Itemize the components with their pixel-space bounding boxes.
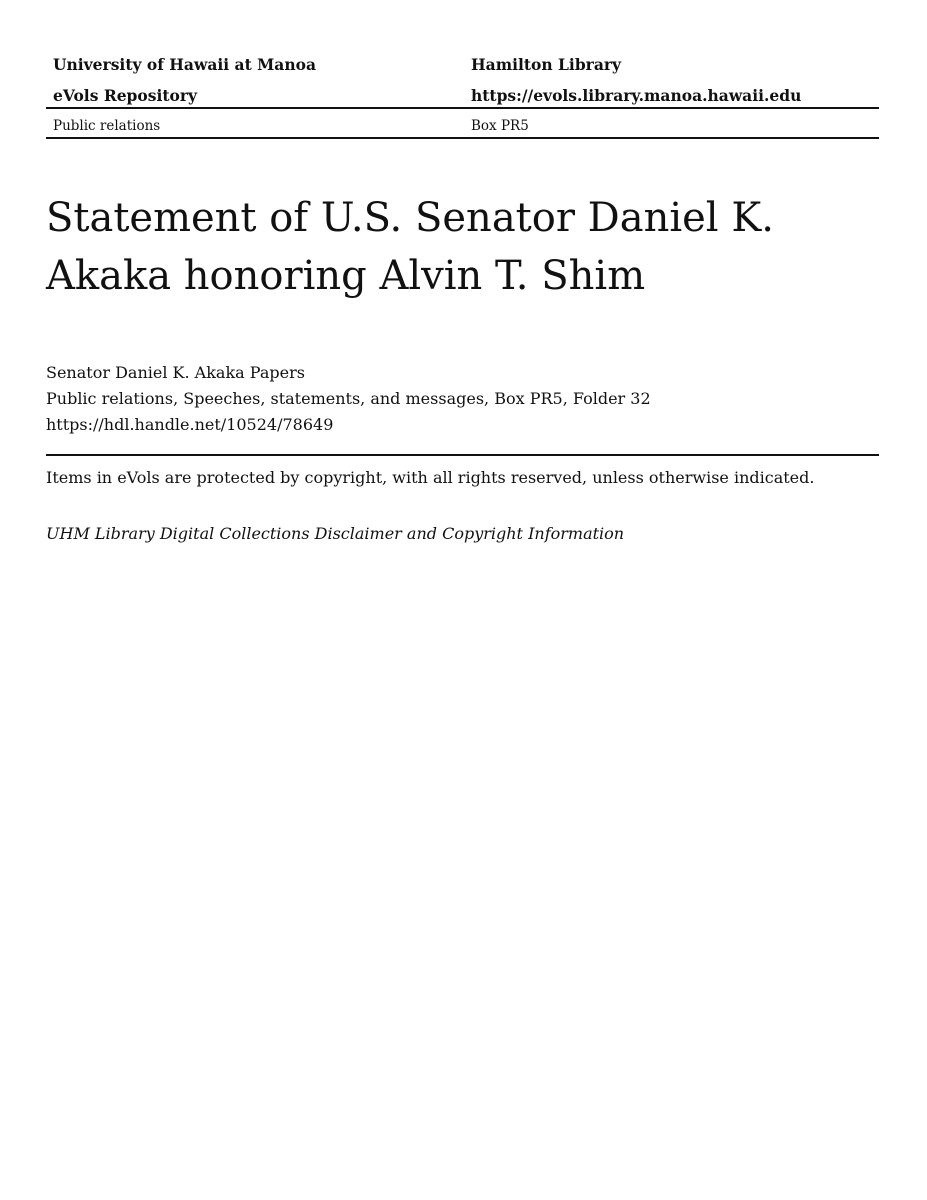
disclaimer-link[interactable]: UHM Library Digital Collections Disclaimer and Copyright Information: [46, 524, 625, 543]
header-block: [46, 52, 879, 114]
header-divider-top: [46, 107, 879, 109]
header-divider-bottom: [46, 137, 879, 139]
document-title-line-1: Statement of U.S. Senator Daniel K.: [46, 195, 774, 241]
library-name: Hamilton Library: [471, 55, 622, 74]
repository-url-link[interactable]: https://evols.library.manoa.hawaii.edu: [471, 86, 802, 105]
folder-location: Public relations, Speeches, statements, and messages, Box PR5, Folder 32: [46, 389, 651, 408]
collection-series: Public relations: [53, 118, 161, 134]
header-sub-row: [46, 114, 879, 138]
metadata-divider: [46, 454, 879, 456]
handle-link[interactable]: https://hdl.handle.net/10524/78649: [46, 415, 334, 434]
header-row-1: [46, 52, 879, 83]
collection-name: Senator Daniel K. Akaka Papers: [46, 363, 305, 382]
box-label: Box PR5: [471, 118, 529, 134]
header-row-2: [46, 83, 879, 114]
document-metadata: [46, 360, 879, 438]
rights-statement: Items in eVols are protected by copyright, with all rights reserved, unless otherwise indicated.: [46, 468, 815, 487]
document-title: [46, 189, 879, 305]
document-title-line-2: Akaka honoring Alvin T. Shim: [46, 253, 646, 299]
repository-name: eVols Repository: [53, 86, 198, 105]
institution-name: University of Hawaii at Manoa: [53, 55, 316, 74]
